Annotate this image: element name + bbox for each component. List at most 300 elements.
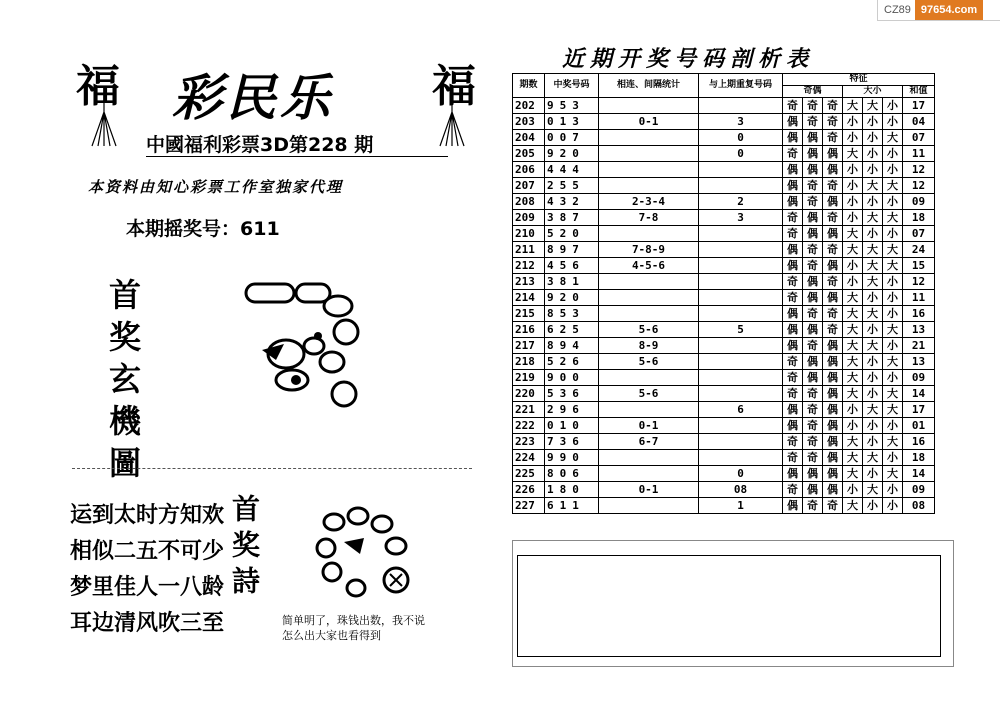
cell-sum: 11 — [903, 290, 935, 306]
cell-big-small: 小 — [843, 178, 863, 194]
cell-sum: 16 — [903, 306, 935, 322]
cell-big-small: 大 — [863, 210, 883, 226]
header-period: 期数 — [513, 74, 545, 98]
cell-repeat — [699, 418, 783, 434]
cell-odd-even: 偶 — [783, 162, 803, 178]
cell-repeat — [699, 242, 783, 258]
cell-big-small: 小 — [883, 290, 903, 306]
cell-odd-even: 奇 — [823, 322, 843, 338]
cell-odd-even: 偶 — [823, 194, 843, 210]
note-line: 怎么出大家也看得到 — [282, 629, 381, 642]
cell-adjacent — [599, 306, 699, 322]
cell-big-small: 小 — [863, 146, 883, 162]
cell-adjacent — [599, 178, 699, 194]
cell-odd-even: 偶 — [823, 386, 843, 402]
table-row — [513, 482, 935, 498]
cell-odd-even: 偶 — [783, 418, 803, 434]
poem-line: 梦里佳人一八龄 — [70, 575, 225, 600]
cell-number: 920 — [545, 146, 599, 162]
cell-adjacent: 5-6 — [599, 354, 699, 370]
cell-odd-even: 奇 — [803, 386, 823, 402]
table-title: 近期开奖号码剖析表 — [562, 46, 815, 72]
cell-big-small: 大 — [883, 130, 903, 146]
cell-odd-even: 奇 — [783, 226, 803, 242]
cell-big-small: 大 — [843, 354, 863, 370]
table-row — [513, 402, 935, 418]
drawn-number: 本期摇奖号：611 — [126, 218, 280, 240]
cell-repeat — [699, 354, 783, 370]
note-line: 简单明了，珠钱出数，我不说 — [282, 614, 425, 627]
cell-period: 209 — [513, 210, 545, 226]
cell-adjacent — [599, 226, 699, 242]
cell-big-small: 小 — [863, 466, 883, 482]
cell-sum: 21 — [903, 338, 935, 354]
cell-repeat: 0 — [699, 466, 783, 482]
cell-repeat — [699, 306, 783, 322]
cell-number: 296 — [545, 402, 599, 418]
header-repeat: 与上期重复号码 — [699, 74, 783, 98]
table-row — [513, 306, 935, 322]
cell-period: 220 — [513, 386, 545, 402]
cell-repeat — [699, 434, 783, 450]
cell-big-small: 大 — [863, 306, 883, 322]
cell-adjacent — [599, 274, 699, 290]
cell-big-small: 大 — [863, 258, 883, 274]
cell-big-small: 大 — [883, 210, 903, 226]
cell-odd-even: 奇 — [803, 434, 823, 450]
cell-odd-even: 奇 — [803, 306, 823, 322]
cell-repeat — [699, 370, 783, 386]
cell-repeat: 3 — [699, 114, 783, 130]
cell-big-small: 小 — [883, 418, 903, 434]
cell-big-small: 大 — [883, 242, 903, 258]
fu-character-left: 福 — [76, 61, 120, 112]
poem-line: 运到太时方知欢 — [70, 503, 225, 528]
cell-big-small: 大 — [843, 306, 863, 322]
cell-big-small: 小 — [843, 130, 863, 146]
table-row — [513, 146, 935, 162]
cell-odd-even: 偶 — [783, 258, 803, 274]
table-row — [513, 210, 935, 226]
cell-odd-even: 奇 — [803, 418, 823, 434]
cell-odd-even: 偶 — [783, 242, 803, 258]
cell-big-small: 大 — [863, 274, 883, 290]
cell-number: 736 — [545, 434, 599, 450]
cell-odd-even: 偶 — [823, 466, 843, 482]
cell-odd-even: 偶 — [823, 290, 843, 306]
cell-adjacent: 6-7 — [599, 434, 699, 450]
cell-number: 010 — [545, 418, 599, 434]
cell-odd-even: 偶 — [783, 194, 803, 210]
cell-big-small: 大 — [843, 338, 863, 354]
cell-repeat: 3 — [699, 210, 783, 226]
cell-period: 221 — [513, 402, 545, 418]
cell-period: 225 — [513, 466, 545, 482]
cell-repeat: 0 — [699, 146, 783, 162]
cell-sum: 08 — [903, 498, 935, 514]
cell-odd-even: 奇 — [823, 498, 843, 514]
cell-big-small: 小 — [883, 370, 903, 386]
history-table-body — [513, 98, 935, 514]
cell-period: 205 — [513, 146, 545, 162]
cell-big-small: 小 — [883, 450, 903, 466]
poem-image — [304, 502, 424, 602]
cell-big-small: 小 — [863, 162, 883, 178]
table-row — [513, 290, 935, 306]
cell-odd-even: 偶 — [823, 226, 843, 242]
table-row — [513, 130, 935, 146]
cell-big-small: 小 — [843, 402, 863, 418]
poem-line: 耳边清风吹三至 — [70, 611, 225, 636]
cell-period: 212 — [513, 258, 545, 274]
cell-odd-even: 奇 — [803, 194, 823, 210]
table-row — [513, 226, 935, 242]
header-feature: 特征 — [783, 74, 935, 86]
cell-repeat: 6 — [699, 402, 783, 418]
cell-repeat: 0 — [699, 130, 783, 146]
cell-sum: 17 — [903, 402, 935, 418]
cell-big-small: 大 — [843, 370, 863, 386]
cell-odd-even: 奇 — [823, 242, 843, 258]
table-row — [513, 450, 935, 466]
table-row — [513, 466, 935, 482]
cell-number: 920 — [545, 290, 599, 306]
cell-big-small: 小 — [863, 354, 883, 370]
cell-number: 806 — [545, 466, 599, 482]
poem-line: 相似二五不可少 — [70, 539, 225, 564]
cell-number: 456 — [545, 258, 599, 274]
cell-odd-even: 偶 — [803, 226, 823, 242]
cell-repeat: 08 — [699, 482, 783, 498]
cell-big-small: 大 — [883, 258, 903, 274]
cell-big-small: 小 — [843, 162, 863, 178]
cell-big-small: 大 — [843, 98, 863, 114]
cell-sum: 15 — [903, 258, 935, 274]
cell-odd-even: 偶 — [783, 402, 803, 418]
table-row — [513, 242, 935, 258]
cell-period: 208 — [513, 194, 545, 210]
cell-odd-even: 奇 — [823, 306, 843, 322]
history-table — [512, 73, 935, 514]
cell-odd-even: 奇 — [783, 290, 803, 306]
cell-big-small: 大 — [843, 466, 863, 482]
cell-odd-even: 偶 — [803, 274, 823, 290]
cell-adjacent — [599, 370, 699, 386]
cell-big-small: 小 — [863, 434, 883, 450]
cell-period: 219 — [513, 370, 545, 386]
table-row — [513, 370, 935, 386]
cell-number: 853 — [545, 306, 599, 322]
header-odd-even: 奇偶 — [783, 86, 843, 98]
table-row — [513, 114, 935, 130]
cell-repeat — [699, 386, 783, 402]
cell-big-small: 小 — [863, 130, 883, 146]
cell-odd-even: 奇 — [803, 178, 823, 194]
cell-period: 224 — [513, 450, 545, 466]
cell-big-small: 小 — [863, 194, 883, 210]
cell-odd-even: 偶 — [783, 498, 803, 514]
agency-notice: 本资料由知心彩票工作室独家代理 — [88, 178, 344, 196]
cell-big-small: 大 — [843, 498, 863, 514]
cell-odd-even: 偶 — [823, 482, 843, 498]
cell-sum: 14 — [903, 386, 935, 402]
cell-odd-even: 偶 — [823, 402, 843, 418]
tassel-right-icon — [432, 100, 472, 148]
cell-big-small: 小 — [883, 98, 903, 114]
cell-odd-even: 偶 — [823, 434, 843, 450]
cell-odd-even: 奇 — [803, 402, 823, 418]
issue-heading: 中國福利彩票3D第228 期 — [146, 134, 374, 156]
cell-odd-even: 偶 — [803, 162, 823, 178]
cell-odd-even: 奇 — [803, 114, 823, 130]
cell-big-small: 小 — [883, 226, 903, 242]
cell-number: 611 — [545, 498, 599, 514]
table-row — [513, 98, 935, 114]
watermark-prefix: CZ89 — [884, 4, 911, 16]
cell-big-small: 小 — [863, 290, 883, 306]
cell-period: 203 — [513, 114, 545, 130]
cell-adjacent: 7-8 — [599, 210, 699, 226]
cell-big-small: 小 — [883, 338, 903, 354]
cell-big-small: 小 — [863, 370, 883, 386]
cell-repeat — [699, 274, 783, 290]
cell-big-small: 大 — [863, 338, 883, 354]
cell-big-small: 小 — [843, 210, 863, 226]
cell-big-small: 小 — [883, 498, 903, 514]
cell-odd-even: 偶 — [823, 370, 843, 386]
cell-odd-even: 奇 — [783, 146, 803, 162]
cell-period: 227 — [513, 498, 545, 514]
cell-big-small: 大 — [843, 290, 863, 306]
cell-odd-even: 奇 — [783, 354, 803, 370]
site-watermark — [877, 0, 1000, 21]
cell-odd-even: 偶 — [803, 322, 823, 338]
cell-odd-even: 奇 — [803, 242, 823, 258]
cell-period: 216 — [513, 322, 545, 338]
cell-odd-even: 奇 — [783, 274, 803, 290]
table-row — [513, 194, 935, 210]
cell-big-small: 小 — [863, 498, 883, 514]
watermark-site: 97654.com — [915, 0, 983, 20]
cell-number: 387 — [545, 210, 599, 226]
cell-big-small: 大 — [863, 178, 883, 194]
cell-number: 900 — [545, 370, 599, 386]
cell-odd-even: 奇 — [783, 386, 803, 402]
cell-big-small: 大 — [863, 402, 883, 418]
hint-note — [282, 613, 425, 643]
cell-adjacent: 0-1 — [599, 482, 699, 498]
cell-odd-even: 偶 — [823, 338, 843, 354]
cell-number: 007 — [545, 130, 599, 146]
cell-sum: 18 — [903, 210, 935, 226]
cell-sum: 11 — [903, 146, 935, 162]
header-number: 中奖号码 — [545, 74, 599, 98]
cell-adjacent: 5-6 — [599, 322, 699, 338]
cell-odd-even: 偶 — [823, 354, 843, 370]
cell-big-small: 小 — [883, 114, 903, 130]
cell-big-small: 大 — [843, 242, 863, 258]
cell-big-small: 小 — [863, 418, 883, 434]
cell-number: 897 — [545, 242, 599, 258]
cell-big-small: 大 — [883, 386, 903, 402]
table-row — [513, 386, 935, 402]
cell-odd-even: 偶 — [803, 354, 823, 370]
table-row — [513, 354, 935, 370]
cell-number: 444 — [545, 162, 599, 178]
cell-big-small: 大 — [863, 98, 883, 114]
cell-big-small: 小 — [883, 162, 903, 178]
cell-odd-even: 奇 — [823, 274, 843, 290]
table-row — [513, 322, 935, 338]
cell-odd-even: 奇 — [783, 482, 803, 498]
cell-repeat: 2 — [699, 194, 783, 210]
cell-sum: 07 — [903, 226, 935, 242]
cell-period: 223 — [513, 434, 545, 450]
cell-sum: 01 — [903, 418, 935, 434]
cell-big-small: 大 — [863, 482, 883, 498]
cell-period: 215 — [513, 306, 545, 322]
table-row — [513, 274, 935, 290]
cell-odd-even: 奇 — [783, 98, 803, 114]
cell-big-small: 大 — [843, 322, 863, 338]
cell-big-small: 小 — [843, 418, 863, 434]
cell-odd-even: 偶 — [803, 290, 823, 306]
cell-adjacent — [599, 130, 699, 146]
cell-odd-even: 偶 — [803, 466, 823, 482]
cell-sum: 16 — [903, 434, 935, 450]
cell-big-small: 大 — [843, 450, 863, 466]
cell-big-small: 小 — [863, 386, 883, 402]
cell-big-small: 小 — [843, 274, 863, 290]
header-adjacent: 相连、间隔统计 — [599, 74, 699, 98]
cell-repeat: 1 — [699, 498, 783, 514]
cell-sum: 18 — [903, 450, 935, 466]
cell-odd-even: 偶 — [823, 258, 843, 274]
cell-big-small: 小 — [843, 482, 863, 498]
cell-sum: 17 — [903, 98, 935, 114]
cell-number: 526 — [545, 354, 599, 370]
cell-odd-even: 偶 — [823, 418, 843, 434]
cell-odd-even: 奇 — [823, 114, 843, 130]
cell-big-small: 大 — [843, 146, 863, 162]
cell-adjacent — [599, 98, 699, 114]
cell-adjacent — [599, 402, 699, 418]
cell-period: 206 — [513, 162, 545, 178]
cell-big-small: 大 — [883, 322, 903, 338]
section-divider — [72, 468, 472, 469]
cell-big-small: 大 — [883, 402, 903, 418]
cell-period: 207 — [513, 178, 545, 194]
cell-sum: 12 — [903, 178, 935, 194]
cell-big-small: 小 — [863, 322, 883, 338]
cell-number: 255 — [545, 178, 599, 194]
cell-big-small: 大 — [843, 386, 863, 402]
cell-big-small: 小 — [843, 194, 863, 210]
cell-odd-even: 偶 — [783, 338, 803, 354]
cell-adjacent — [599, 466, 699, 482]
cell-odd-even: 偶 — [803, 130, 823, 146]
cell-number: 180 — [545, 482, 599, 498]
cell-odd-even: 偶 — [823, 162, 843, 178]
cell-odd-even: 奇 — [803, 338, 823, 354]
cell-odd-even: 奇 — [823, 178, 843, 194]
cell-odd-even: 奇 — [803, 258, 823, 274]
cell-big-small: 小 — [843, 258, 863, 274]
cell-big-small: 小 — [883, 146, 903, 162]
cell-odd-even: 偶 — [823, 450, 843, 466]
cell-repeat — [699, 290, 783, 306]
puzzle-label: 首奖玄機圖 — [104, 278, 142, 488]
cell-big-small: 小 — [883, 274, 903, 290]
cell-big-small: 大 — [843, 434, 863, 450]
cell-period: 217 — [513, 338, 545, 354]
cell-sum: 12 — [903, 162, 935, 178]
cell-sum: 24 — [903, 242, 935, 258]
cell-period: 226 — [513, 482, 545, 498]
cell-odd-even: 奇 — [783, 434, 803, 450]
cell-big-small: 小 — [883, 306, 903, 322]
cell-odd-even: 偶 — [783, 130, 803, 146]
cell-odd-even: 奇 — [823, 210, 843, 226]
cell-sum: 14 — [903, 466, 935, 482]
cell-big-small: 小 — [863, 114, 883, 130]
cell-adjacent — [599, 162, 699, 178]
cell-big-small: 大 — [883, 466, 903, 482]
cell-big-small: 大 — [883, 434, 903, 450]
cell-odd-even: 偶 — [783, 466, 803, 482]
cell-period: 213 — [513, 274, 545, 290]
notes-box — [517, 555, 941, 657]
table-row — [513, 434, 935, 450]
cell-number: 990 — [545, 450, 599, 466]
tassel-left-icon — [84, 100, 124, 148]
cell-period: 210 — [513, 226, 545, 242]
cell-period: 222 — [513, 418, 545, 434]
cell-big-small: 大 — [863, 450, 883, 466]
cell-period: 214 — [513, 290, 545, 306]
cell-adjacent — [599, 498, 699, 514]
cell-big-small: 大 — [863, 242, 883, 258]
cell-repeat — [699, 450, 783, 466]
cell-number: 625 — [545, 322, 599, 338]
cell-number: 894 — [545, 338, 599, 354]
cell-number: 520 — [545, 226, 599, 242]
cell-number: 381 — [545, 274, 599, 290]
cell-odd-even: 奇 — [783, 370, 803, 386]
cell-sum: 13 — [903, 322, 935, 338]
cell-adjacent: 0-1 — [599, 114, 699, 130]
cell-odd-even: 奇 — [803, 98, 823, 114]
cell-odd-even: 偶 — [823, 146, 843, 162]
cell-adjacent: 7-8-9 — [599, 242, 699, 258]
cell-odd-even: 偶 — [803, 210, 823, 226]
fu-character-right: 福 — [432, 61, 476, 112]
cell-adjacent: 5-6 — [599, 386, 699, 402]
cell-period: 202 — [513, 98, 545, 114]
poem-label: 首奖詩 — [228, 494, 261, 602]
header-sum: 和值 — [903, 86, 935, 98]
cell-period: 204 — [513, 130, 545, 146]
table-row — [513, 258, 935, 274]
cell-adjacent — [599, 450, 699, 466]
cell-odd-even: 偶 — [783, 306, 803, 322]
cell-repeat — [699, 162, 783, 178]
cell-adjacent: 8-9 — [599, 338, 699, 354]
cell-sum: 09 — [903, 482, 935, 498]
cell-sum: 12 — [903, 274, 935, 290]
cell-adjacent: 4-5-6 — [599, 258, 699, 274]
cell-odd-even: 奇 — [823, 130, 843, 146]
